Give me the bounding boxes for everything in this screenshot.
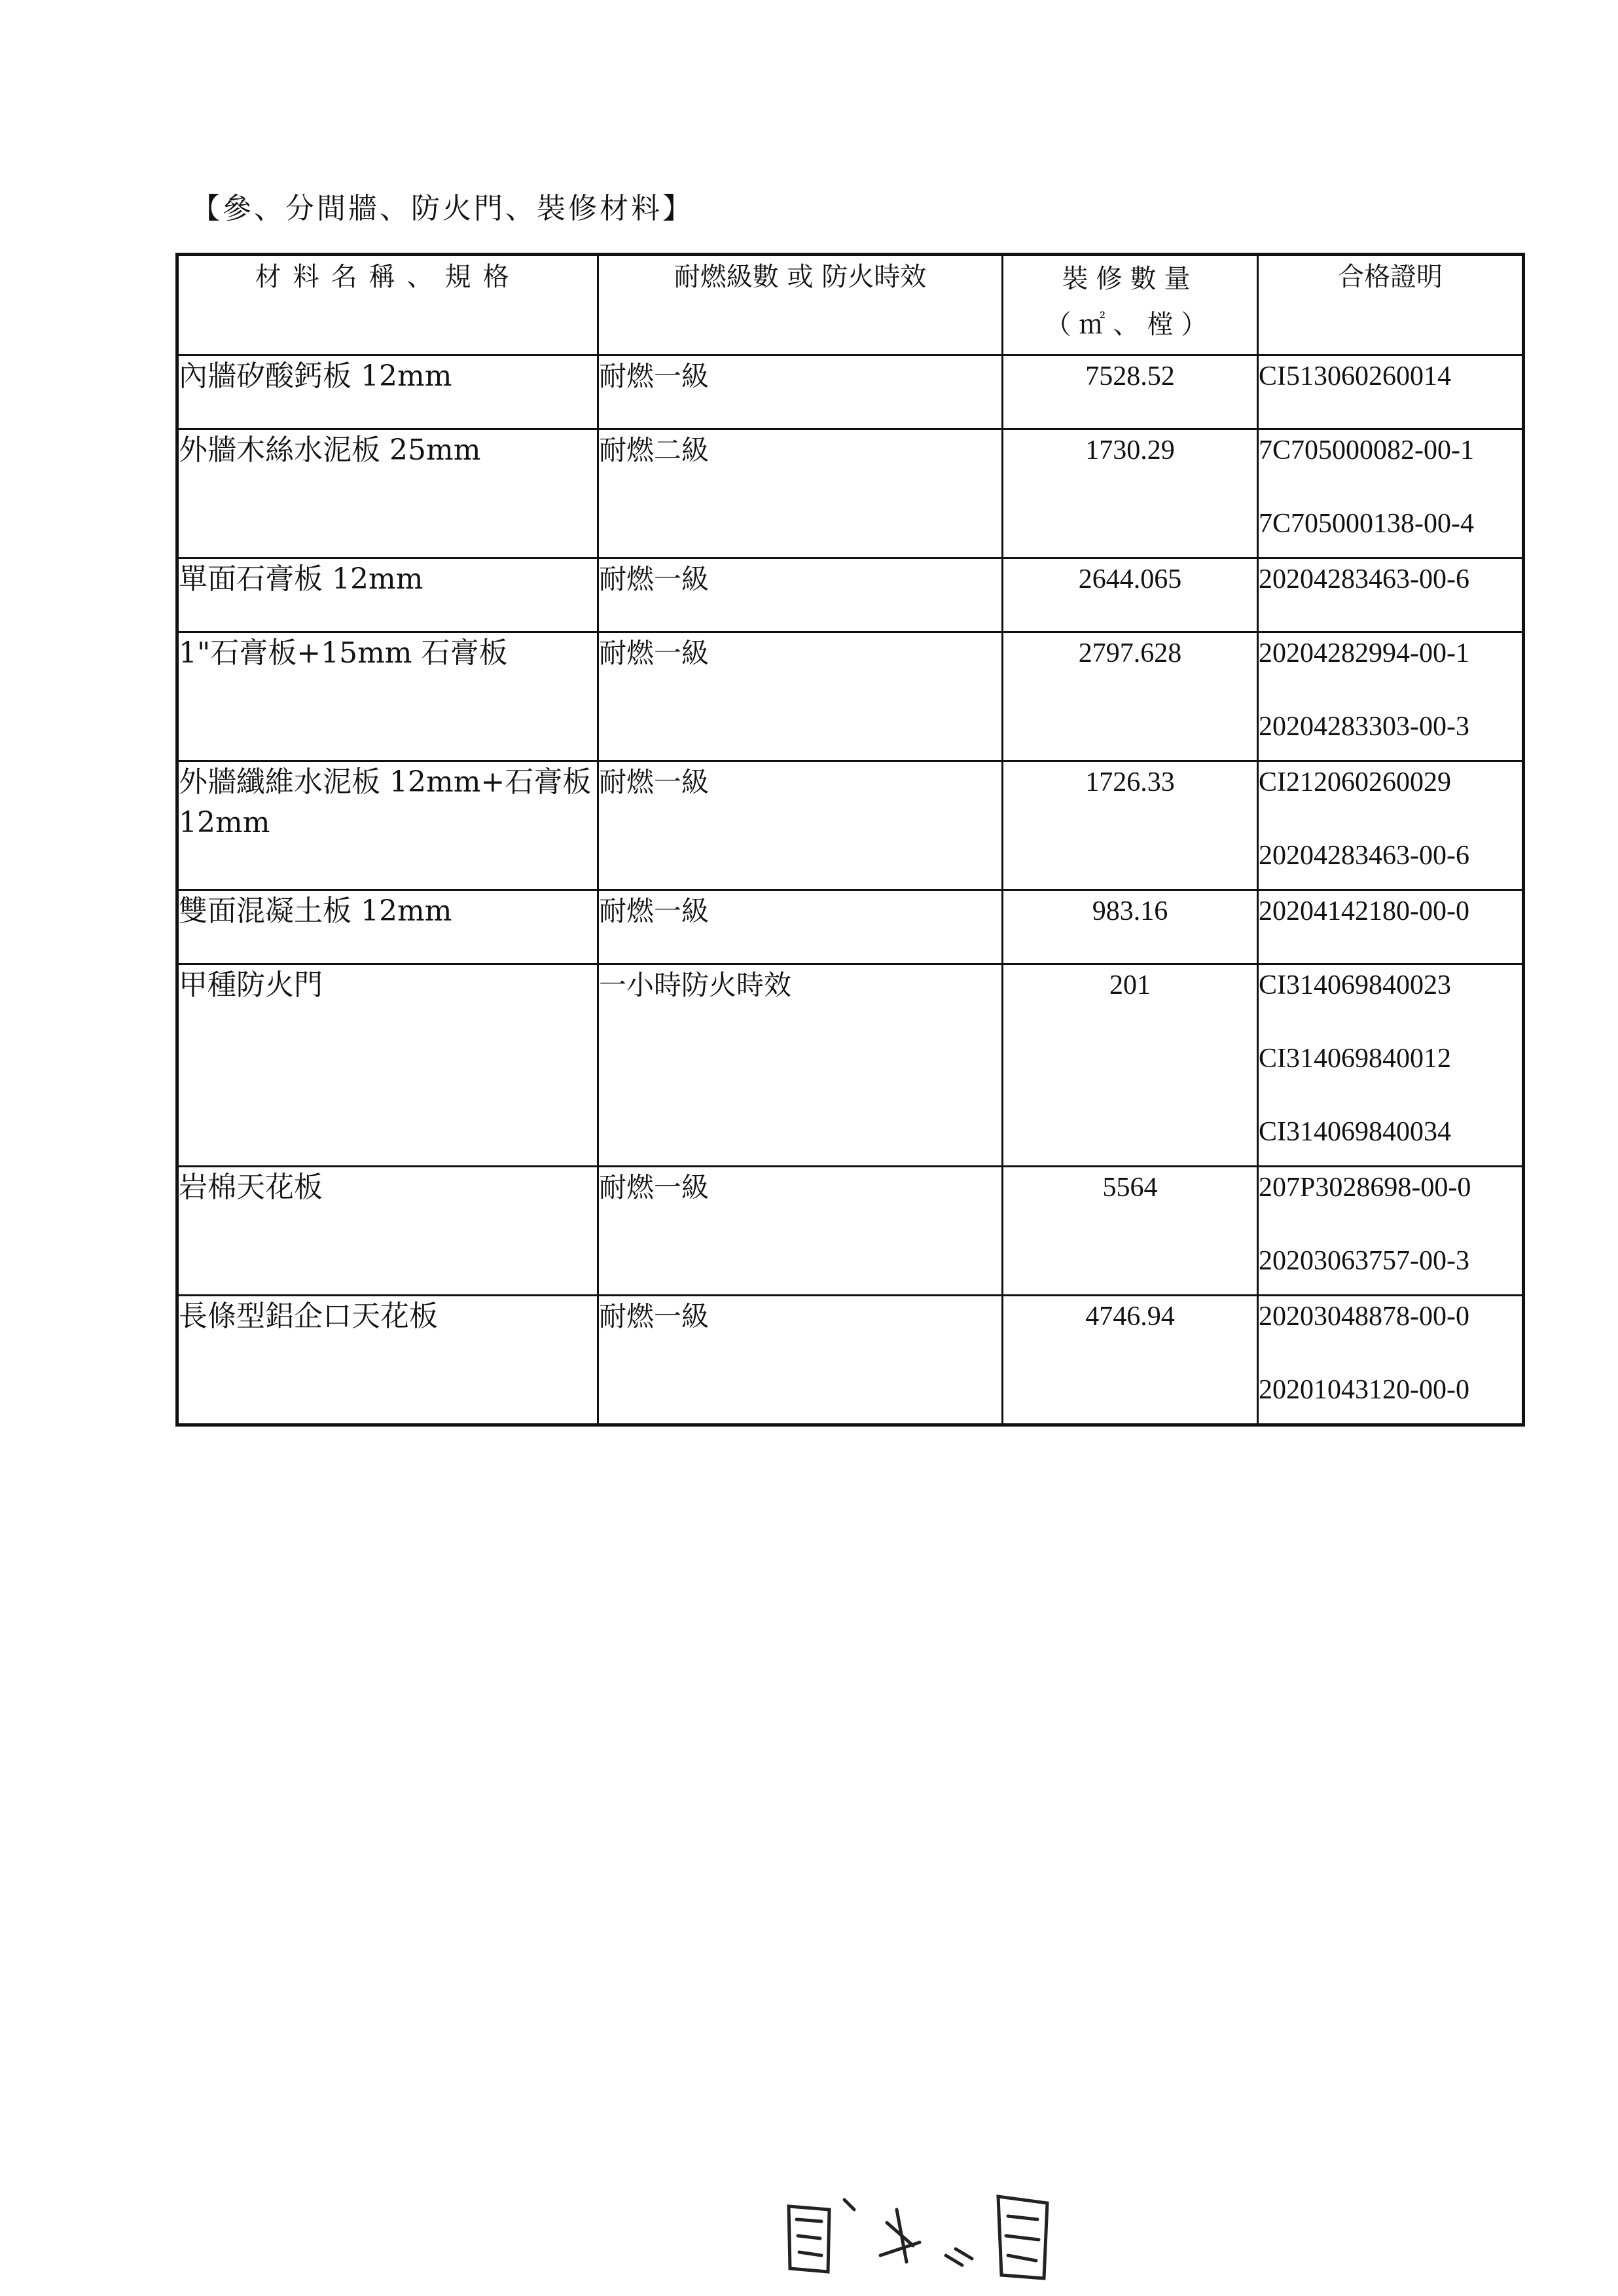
table-row — [177, 890, 1524, 964]
materials-table — [175, 253, 1525, 1427]
certificate-number: 207P3028698-00-0 — [1259, 1173, 1471, 1203]
quantity-cell: 2797.628 — [1003, 632, 1258, 761]
quantity-cell: 201 — [1003, 964, 1258, 1167]
material-name-cell: 外牆木絲水泥板 25mm — [177, 429, 598, 558]
materials-table-container — [175, 253, 1522, 1427]
certificate-number: 20204283303-00-3 — [1259, 712, 1469, 742]
fire-grade-cell: 耐燃一級 — [598, 890, 1003, 964]
section-heading: 【參、分間牆、防火門、裝修材料】 — [191, 192, 694, 225]
table-row — [177, 632, 1524, 761]
certificate-number: 20203048878-00-0 — [1259, 1302, 1469, 1332]
quantity-cell: 5564 — [1003, 1167, 1258, 1296]
table-header-row — [177, 255, 1524, 355]
material-name-cell: 1"石膏板+15mm 石膏板 — [177, 632, 598, 761]
fire-grade-cell: 耐燃一級 — [598, 558, 1003, 632]
table-row — [177, 558, 1524, 632]
fire-grade-cell: 耐燃二級 — [598, 429, 1003, 558]
certificate-cell — [1258, 1296, 1524, 1425]
certificate-cell — [1258, 761, 1524, 890]
certificate-number: CI314069840034 — [1259, 1117, 1451, 1147]
certificate-cell — [1258, 429, 1524, 558]
certificate-number: 7C705000138-00-4 — [1259, 509, 1474, 539]
table-row — [177, 1296, 1524, 1425]
certificate-number: 20204142180-00-0 — [1259, 896, 1469, 926]
fire-grade-cell: 一小時防火時效 — [598, 964, 1003, 1167]
material-name-cell: 內牆矽酸鈣板 12mm — [177, 355, 598, 429]
quantity-cell: 2644.065 — [1003, 558, 1258, 632]
material-name-cell: 甲種防火門 — [177, 964, 598, 1167]
fire-grade-cell: 耐燃一級 — [598, 1167, 1003, 1296]
certificate-number: 7C705000082-00-1 — [1259, 435, 1474, 465]
fire-grade-cell: 耐燃一級 — [598, 632, 1003, 761]
official-seal-stamp — [782, 2183, 1077, 2282]
material-name-cell: 岩棉天花板 — [177, 1167, 598, 1296]
fire-grade-cell: 耐燃一級 — [598, 761, 1003, 890]
certificate-number: 20204282994-00-1 — [1259, 638, 1469, 668]
certificate-cell — [1258, 964, 1524, 1167]
certificate-cell — [1258, 632, 1524, 761]
certificate-cell — [1258, 890, 1524, 964]
table-row — [177, 761, 1524, 890]
quantity-cell: 4746.94 — [1003, 1296, 1258, 1425]
fire-grade-cell: 耐燃一級 — [598, 1296, 1003, 1425]
material-name-cell: 雙面混凝土板 12mm — [177, 890, 598, 964]
materials-table-body — [177, 355, 1524, 1425]
certificate-number: CI314069840012 — [1259, 1044, 1451, 1074]
header-fire-grade: 耐燃級數 或 防火時效 — [598, 255, 1003, 355]
material-name-cell: 單面石膏板 12mm — [177, 558, 598, 632]
certificate-cell — [1258, 1167, 1524, 1296]
quantity-cell: 1730.29 — [1003, 429, 1258, 558]
certificate-cell — [1258, 558, 1524, 632]
certificate-number: CI212060260029 — [1259, 767, 1451, 797]
material-name-cell: 外牆纖維水泥板 12mm+石膏板 12mm — [177, 761, 598, 890]
fire-grade-cell: 耐燃一級 — [598, 355, 1003, 429]
quantity-cell: 1726.33 — [1003, 761, 1258, 890]
certificate-number: 20204283463-00-6 — [1259, 564, 1469, 594]
table-row — [177, 429, 1524, 558]
table-row — [177, 964, 1524, 1167]
header-material-name: 材料名稱、規格 — [177, 255, 598, 355]
header-certificate: 合格證明 — [1258, 255, 1524, 355]
certificate-number: 20201043120-00-0 — [1259, 1375, 1469, 1405]
material-name-cell: 長條型鋁企口天花板 — [177, 1296, 598, 1425]
certificate-number: CI513060260014 — [1259, 361, 1451, 392]
certificate-number: CI314069840023 — [1259, 970, 1451, 1000]
certificate-cell — [1258, 355, 1524, 429]
certificate-number: 20204283463-00-6 — [1259, 841, 1469, 871]
certificate-number: 20203063757-00-3 — [1259, 1246, 1469, 1276]
header-quantity: 裝修數量 （㎡、樘） — [1003, 255, 1258, 355]
quantity-cell: 7528.52 — [1003, 355, 1258, 429]
table-row — [177, 355, 1524, 429]
table-row — [177, 1167, 1524, 1296]
quantity-cell: 983.16 — [1003, 890, 1258, 964]
